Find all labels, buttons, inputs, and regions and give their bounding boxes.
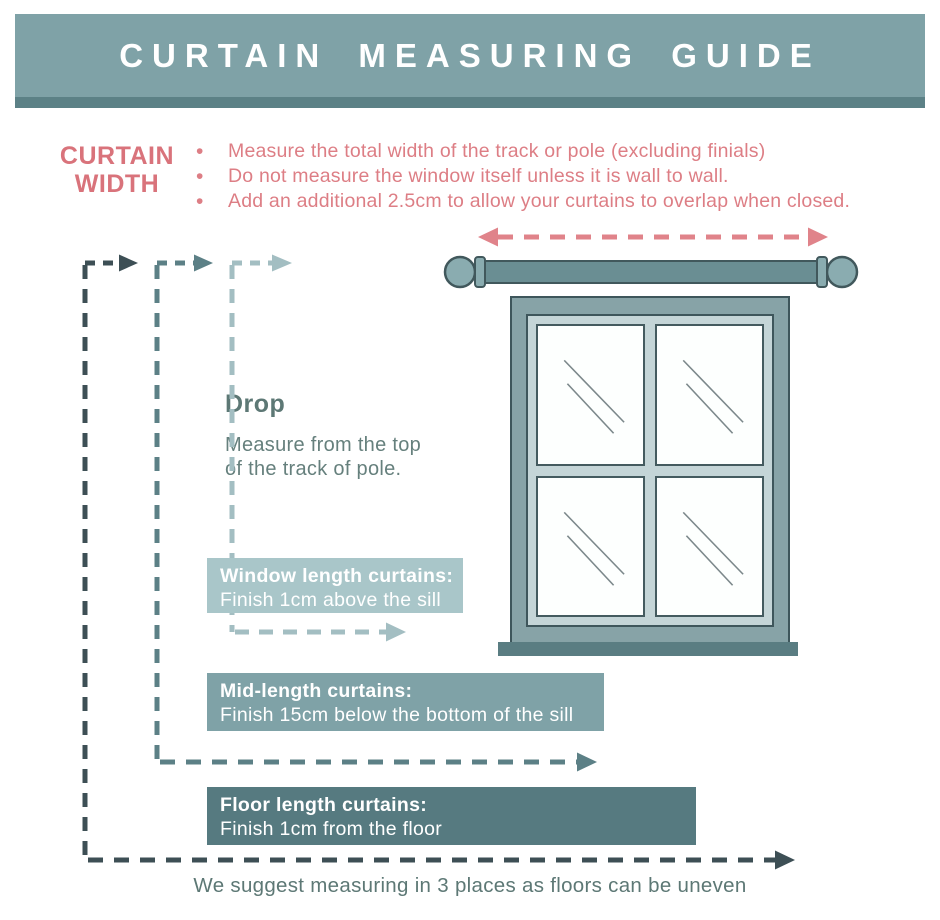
- window-length-box: [207, 558, 463, 613]
- glass-reflection-icon: [538, 478, 643, 616]
- page-title: CURTAIN MEASURING GUIDE: [119, 37, 821, 74]
- glass-reflection-icon: [657, 478, 762, 616]
- pole-collar-right: [817, 257, 827, 287]
- floor-length-subtitle: Finish 1cm from the floor: [220, 818, 443, 840]
- drop-description-line2: of the track of pole.: [225, 458, 402, 480]
- bullet-icon: [196, 164, 204, 189]
- curtain-width-instructions: [190, 139, 930, 214]
- bullet-icon: [196, 189, 204, 214]
- bullet-icon: [196, 139, 204, 164]
- drop-description-line1: Measure from the top: [225, 434, 422, 456]
- drop-title: Drop: [225, 390, 286, 418]
- pole-collar-left: [475, 257, 485, 287]
- curtain-width-label-line2: WIDTH: [74, 170, 160, 198]
- header-banner: [15, 14, 925, 108]
- pole-finial-right: [827, 257, 857, 287]
- window-length-subtitle: Finish 1cm above the sill: [220, 589, 442, 611]
- mid-length-box: [207, 673, 604, 731]
- floor-length-box: [207, 787, 696, 845]
- window-pane-bottom-left: [536, 476, 645, 618]
- window-pane-top-right: [655, 324, 764, 466]
- mid-length-title: Mid-length curtains:: [220, 680, 413, 702]
- window-length-title: Window length curtains:: [220, 565, 454, 587]
- curtain-width-label: [58, 142, 176, 198]
- width-instruction-1: [190, 139, 930, 164]
- glass-reflection-icon: [657, 326, 762, 464]
- mid-length-subtitle: Finish 15cm below the bottom of the sill: [220, 704, 574, 726]
- window-sill: [498, 642, 798, 656]
- width-measure-arrow-icon: [478, 228, 828, 247]
- drop-description: [225, 433, 421, 481]
- width-instruction-2: [190, 164, 930, 189]
- pole-bar: [480, 261, 822, 283]
- floor-length-title: Floor length curtains:: [220, 794, 428, 816]
- window-pane-bottom-right: [655, 476, 764, 618]
- pole-finial-left: [445, 257, 475, 287]
- footer-note: We suggest measuring in 3 places as floors can be uneven: [193, 874, 747, 897]
- curtain-width-label-line1: CURTAIN: [59, 142, 175, 170]
- width-instruction-2-text: Do not measure the window itself unless it is wall to wall.: [228, 165, 729, 187]
- curtain-pole: [445, 257, 857, 287]
- window-pane-top-left: [536, 324, 645, 466]
- window-inner-frame: [526, 314, 774, 627]
- width-instruction-3-text: Add an additional 2.5cm to allow your curtains to overlap when closed.: [228, 190, 851, 212]
- glass-reflection-icon: [538, 326, 643, 464]
- width-instruction-3: [190, 189, 930, 214]
- window-illustration: [510, 296, 790, 644]
- width-instruction-1-text: Measure the total width of the track or pole (excluding finials): [228, 140, 766, 162]
